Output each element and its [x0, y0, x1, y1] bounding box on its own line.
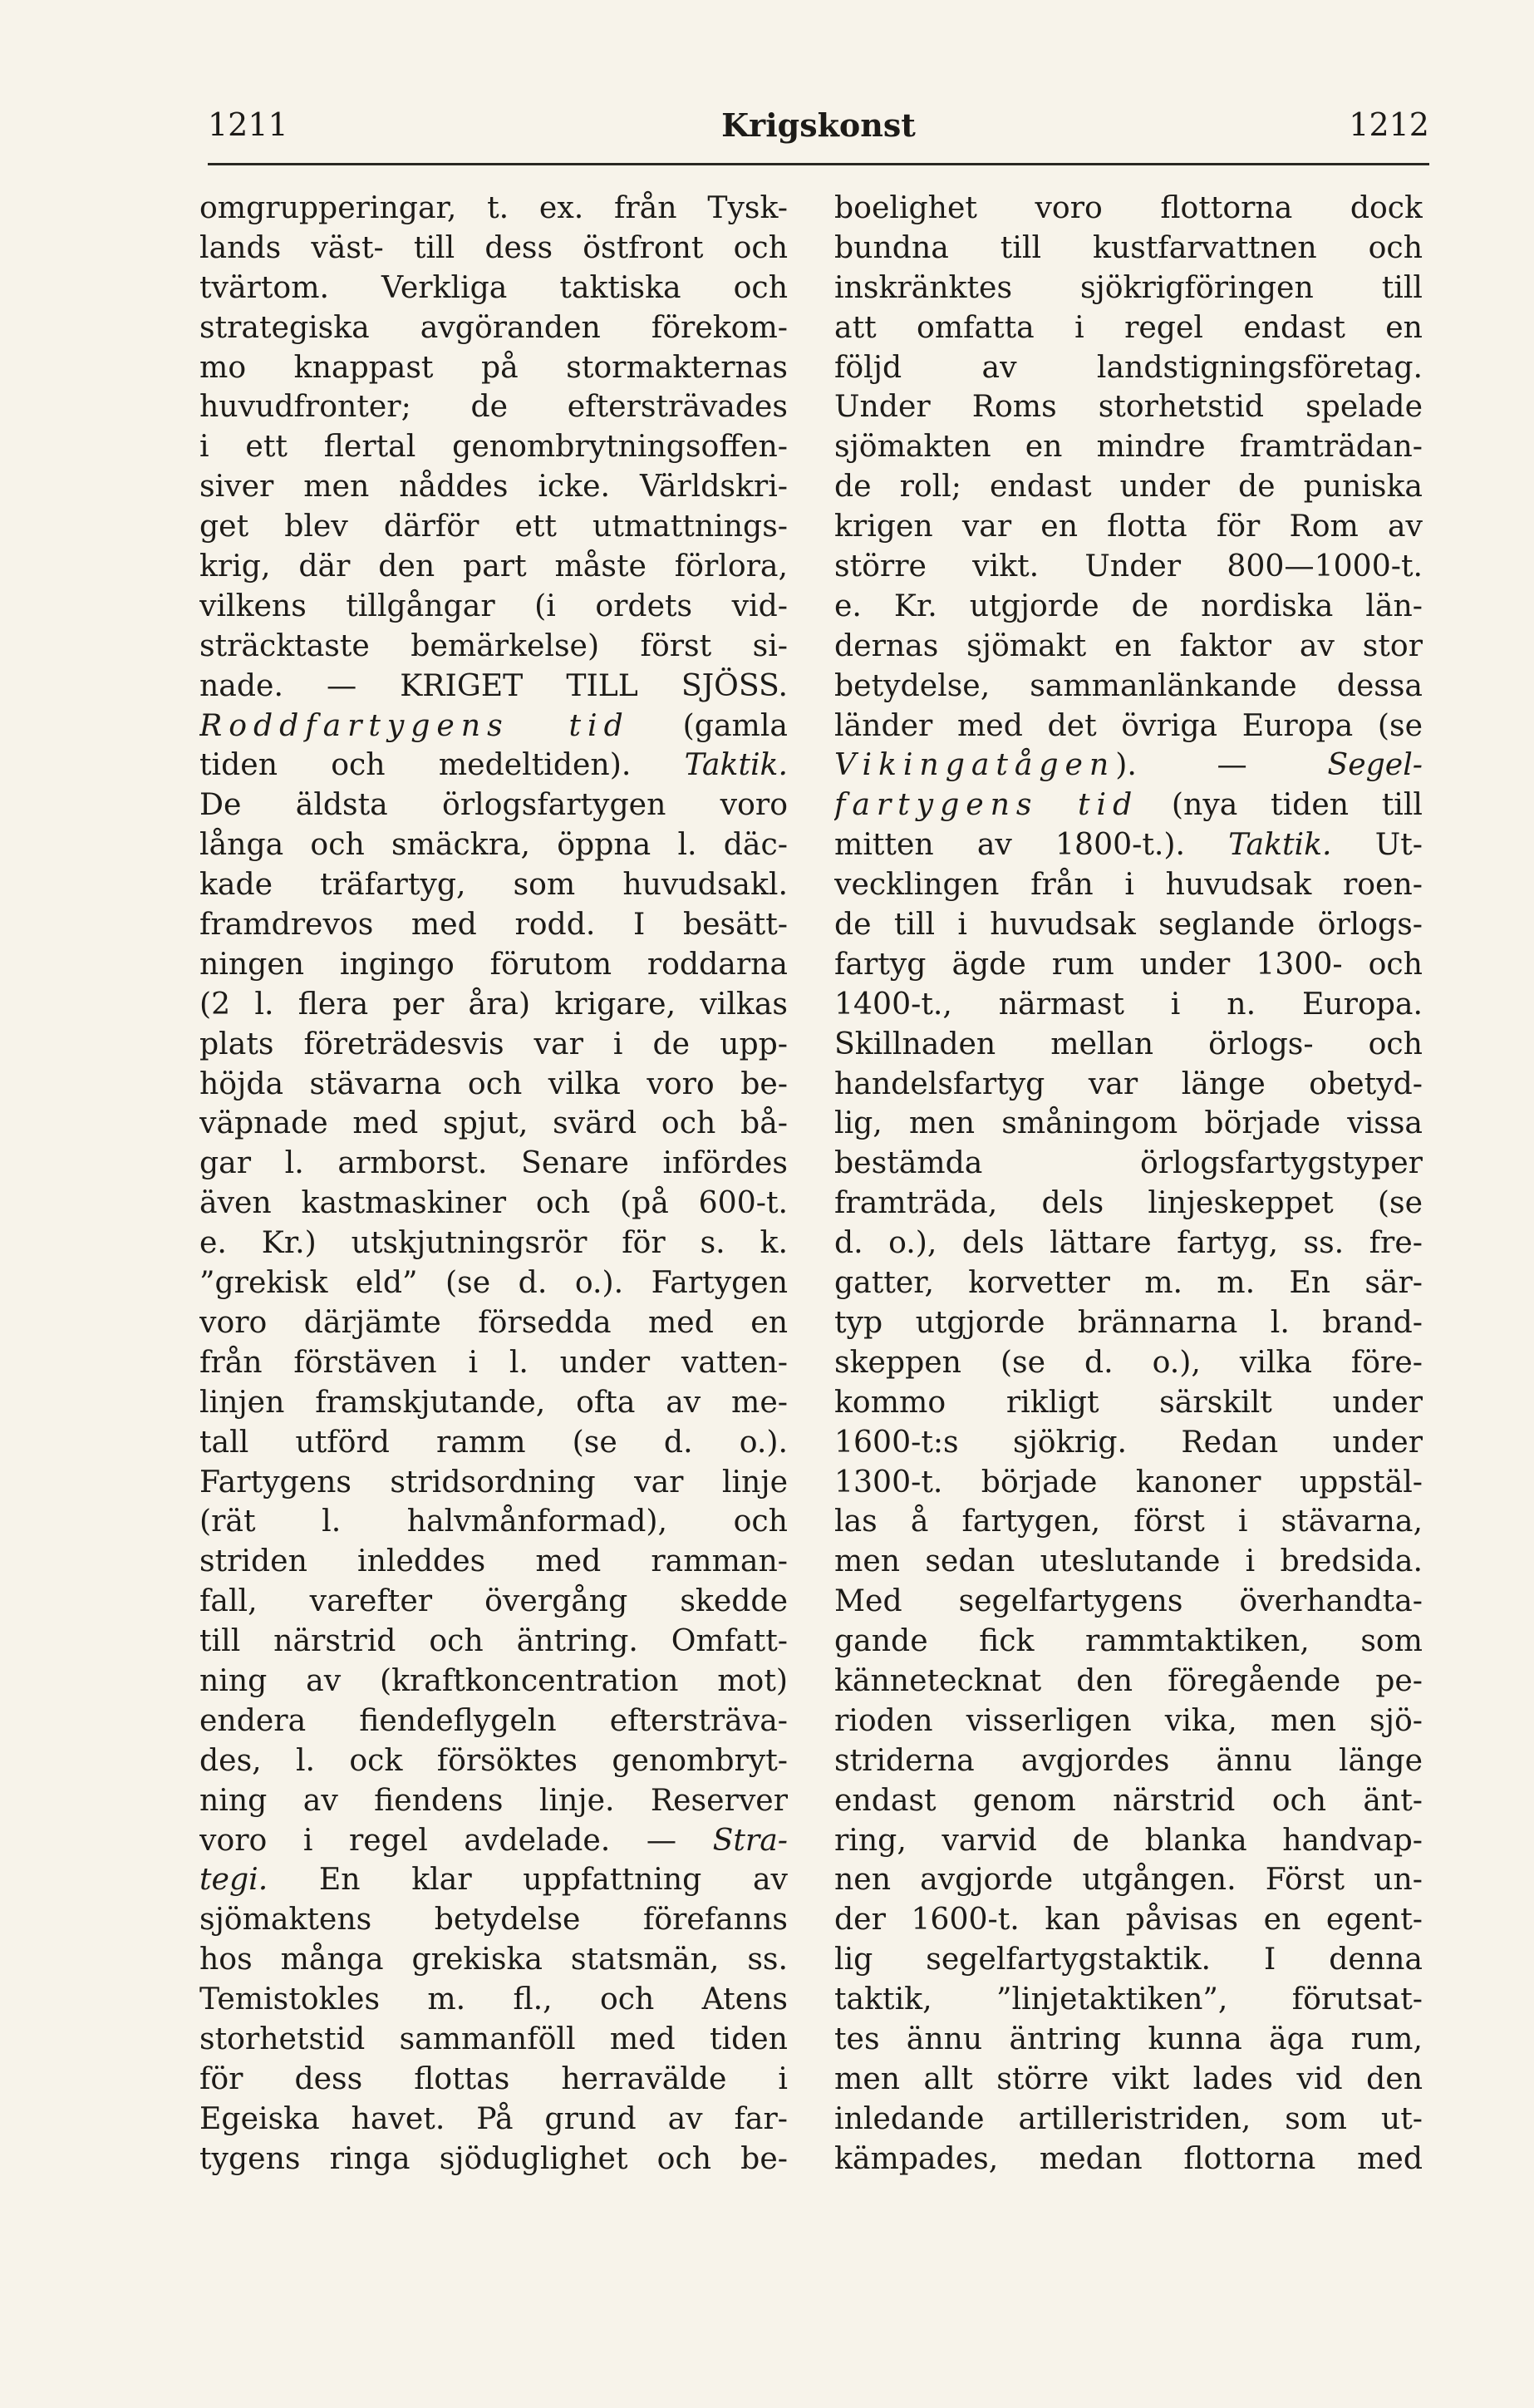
- text-line: [199, 1263, 788, 1302]
- text-segment: krig, där den part måste förlora,: [199, 548, 788, 584]
- text-segment: Taktik.: [1228, 826, 1332, 863]
- text-segment: tvärtom. Verkliga taktiska och: [199, 268, 788, 305]
- text-segment: ). —: [1115, 746, 1328, 783]
- text-line: [199, 228, 788, 268]
- text-segment: lig, men småningom började vissa: [834, 1105, 1423, 1141]
- text-line: [834, 1143, 1423, 1183]
- text-line: [834, 228, 1423, 268]
- text-line: [834, 268, 1423, 308]
- text-segment: tall utförd ramm (se d. o.).: [199, 1423, 788, 1460]
- text-line: [834, 1541, 1423, 1581]
- text-segment: plats företrädesvis var i de upp-: [199, 1025, 788, 1061]
- text-segment: tiden och medeltiden).: [199, 746, 685, 783]
- text-segment: endera fiendeflygeln eftersträva-: [199, 1701, 788, 1738]
- text-segment: siver men nåddes icke. Världskri-: [199, 468, 788, 505]
- text-segment: gande fick rammtaktiken, som: [834, 1623, 1423, 1659]
- text-line: [834, 1183, 1423, 1223]
- text-line: [834, 944, 1423, 984]
- header-rule: [208, 163, 1429, 165]
- text-segment: (2 l. flera per åra) krigare, vilkas: [199, 985, 788, 1022]
- text-line: [199, 1899, 788, 1939]
- text-line: [199, 1024, 788, 1064]
- text-line: [834, 426, 1423, 466]
- left-page-number: 1211: [208, 106, 288, 143]
- text-segment: bundna till kustfarvattnen och: [834, 229, 1423, 265]
- text-line: [834, 1103, 1423, 1143]
- text-line: [199, 2019, 788, 2059]
- text-segment: e. Kr.) utskjutningsrör för s. k.: [199, 1224, 788, 1261]
- text-segment: länder med det övriga Europa (se: [834, 707, 1423, 743]
- text-line: [199, 1342, 788, 1382]
- text-segment: tegi.: [199, 1861, 268, 1898]
- text-segment: huvudfronter; de eftersträvades: [199, 388, 788, 425]
- text-line: [834, 1939, 1423, 1979]
- text-line: [834, 1064, 1423, 1104]
- text-line: [199, 2099, 788, 2139]
- text-line: [199, 347, 788, 387]
- text-segment: men allt större vikt lades vid den: [834, 2060, 1423, 2096]
- text-line: [834, 466, 1423, 506]
- text-segment: De äldsta örlogsfartygen voro: [199, 786, 788, 823]
- text-line: [834, 1024, 1423, 1064]
- text-segment: Taktik.: [684, 746, 788, 783]
- text-segment: der 1600-t. kan påvisas en egent-: [834, 1901, 1423, 1938]
- text-line: [199, 1701, 788, 1741]
- text-segment: tes ännu äntring kunna äga rum,: [834, 2020, 1423, 2056]
- text-segment: mitten av 1800-t.).: [834, 826, 1229, 863]
- text-segment: dernas sjömakt en faktor av stor: [834, 627, 1423, 663]
- text-line: [199, 1103, 788, 1143]
- text-line: [199, 268, 788, 308]
- page-title: Krigskonst: [721, 106, 916, 144]
- text-segment: väpnade med spjut, svärd och bå-: [199, 1105, 788, 1141]
- text-segment: fartygens tid: [834, 786, 1139, 823]
- text-line: [834, 785, 1423, 825]
- text-segment: höjda stävarna och vilka voro be-: [199, 1065, 788, 1101]
- text-segment: kommo rikligt särskilt under: [834, 1383, 1423, 1420]
- text-line: [834, 1621, 1423, 1661]
- text-line: [834, 586, 1423, 626]
- text-line: [834, 1701, 1423, 1741]
- text-segment: till närstrid och äntring. Omfatt-: [199, 1623, 788, 1659]
- text-segment: endast genom närstrid och änt-: [834, 1781, 1423, 1818]
- text-line: [199, 1859, 788, 1899]
- text-line: [834, 1859, 1423, 1899]
- text-line: [199, 1462, 788, 1502]
- text-segment: även kastmaskiner och (på 600-t.: [199, 1184, 788, 1221]
- text-line: [834, 745, 1423, 785]
- text-line: [834, 864, 1423, 904]
- text-line: [199, 785, 788, 825]
- text-line: [199, 1820, 788, 1860]
- text-segment: las å fartygen, först i stävarna,: [834, 1503, 1423, 1539]
- text-segment: framträda, dels linjeskeppet (se: [834, 1184, 1423, 1221]
- text-line: [199, 1541, 788, 1581]
- text-segment: striderna avgjordes ännu länge: [834, 1741, 1423, 1778]
- text-segment: följd av landstigningsföretag.: [834, 348, 1423, 385]
- text-segment: Med segelfartygens överhandta-: [834, 1583, 1423, 1619]
- text-segment: storhetstid sammanföll med tiden: [199, 2020, 788, 2056]
- text-line: [199, 506, 788, 546]
- text-line: [834, 1741, 1423, 1780]
- text-segment: men sedan uteslutande i bredsida.: [834, 1543, 1423, 1579]
- text-line: [834, 2019, 1423, 2059]
- text-segment: taktik, ”linjetaktiken”, förutsat-: [834, 1981, 1423, 2017]
- text-line: [834, 2139, 1423, 2179]
- text-line: [199, 904, 788, 944]
- text-segment: boelighet voro flottorna dock: [834, 190, 1423, 225]
- text-segment: betydelse, sammanlänkande dessa: [834, 667, 1423, 703]
- text-segment: rioden visserligen vika, men sjö-: [834, 1701, 1423, 1738]
- text-segment: ning av fiendens linje. Reserver: [199, 1781, 788, 1818]
- text-line: [834, 1462, 1423, 1502]
- text-line: [834, 1263, 1423, 1302]
- text-line: [199, 1143, 788, 1183]
- text-line: [199, 2139, 788, 2179]
- left-column: [199, 188, 788, 2179]
- text-segment: voro i regel avdelade. —: [199, 1821, 713, 1858]
- text-line: [834, 506, 1423, 546]
- text-segment: fartyg ägde rum under 1300- och: [834, 945, 1423, 982]
- text-segment: för dess flottas herravälde i: [199, 2060, 788, 2096]
- text-segment: omgrupperingar, t. ex. från Tysk-: [199, 190, 788, 225]
- text-segment: framdrevos med rodd. I besätt-: [199, 906, 788, 943]
- text-line: [834, 706, 1423, 746]
- text-line: [834, 1342, 1423, 1382]
- text-line: [834, 2059, 1423, 2099]
- text-line: [199, 1064, 788, 1104]
- text-segment: linjen framskjutande, ofta av me-: [199, 1383, 788, 1420]
- text-segment: långa och smäckra, öppna l. däc-: [199, 826, 788, 863]
- text-segment: ring, varvid de blanka handvap-: [834, 1821, 1423, 1858]
- text-line: [834, 347, 1423, 387]
- text-line: [834, 1780, 1423, 1820]
- text-line: [834, 825, 1423, 864]
- text-segment: från förstäven i l. under vatten-: [199, 1343, 788, 1380]
- text-line: [199, 387, 788, 426]
- text-segment: striden inleddes med ramman-: [199, 1543, 788, 1579]
- text-line: [199, 1382, 788, 1422]
- text-segment: 1300-t. började kanoner uppstäl-: [834, 1463, 1423, 1499]
- text-line: [199, 586, 788, 626]
- text-segment: nen avgjorde utgången. Först un-: [834, 1861, 1423, 1898]
- text-segment: Stra-: [712, 1821, 788, 1858]
- text-line: [834, 546, 1423, 586]
- text-line: [199, 188, 788, 228]
- text-line: [834, 1820, 1423, 1860]
- text-segment: lig segelfartygstaktik. I denna: [834, 1941, 1423, 1977]
- text-segment: skeppen (se d. o.), vilka före-: [834, 1343, 1423, 1380]
- text-segment: vilkens tillgångar (i ordets vid-: [199, 587, 788, 623]
- text-segment: bestämda örlogsfartygstyper: [834, 1145, 1423, 1181]
- text-segment: ningen ingingo förutom roddarna: [199, 945, 788, 982]
- text-segment: Fartygens stridsordning var linje: [199, 1463, 788, 1499]
- text-line: [199, 1302, 788, 1342]
- text-line: [199, 1183, 788, 1223]
- text-segment: Ut-: [1331, 826, 1423, 863]
- text-segment: d. o.), dels lättare fartyg, ss. fre-: [834, 1224, 1423, 1261]
- text-line: [199, 1661, 788, 1701]
- text-line: [199, 1581, 788, 1621]
- text-line: [199, 864, 788, 904]
- text-segment: inskränktes sjökrigföringen till: [834, 268, 1423, 305]
- text-line: [834, 1581, 1423, 1621]
- text-segment: des, l. ock försöktes genombryt-: [199, 1741, 788, 1778]
- text-segment: Vikingatågen: [834, 746, 1116, 783]
- text-segment: gar l. armborst. Senare infördes: [199, 1145, 788, 1181]
- text-line: [199, 1741, 788, 1780]
- text-segment: hos många grekiska statsmän, ss.: [199, 1941, 788, 1977]
- text-segment: ning av (kraftkoncentration mot): [199, 1662, 788, 1698]
- text-line: [199, 1501, 788, 1541]
- text-line: [199, 546, 788, 586]
- text-line: [834, 308, 1423, 347]
- text-segment: 1400-t., närmast i n. Europa.: [834, 985, 1423, 1022]
- text-segment: de roll; endast under de puniska: [834, 468, 1423, 505]
- text-segment: e. Kr. utgjorde de nordiska län-: [834, 587, 1423, 623]
- text-line: [834, 984, 1423, 1024]
- text-segment: voro därjämte försedda med en: [199, 1303, 788, 1340]
- text-line: [834, 1661, 1423, 1701]
- text-segment: strategiska avgöranden förekom-: [199, 308, 788, 345]
- text-segment: (nya tiden till: [1138, 786, 1423, 823]
- text-line: [199, 1422, 788, 1462]
- text-segment: (gamla: [629, 707, 788, 743]
- text-line: [199, 745, 788, 785]
- text-segment: get blev därför ett utmattnings-: [199, 508, 788, 544]
- text-line: [199, 426, 788, 466]
- text-segment: Roddfartygens tid: [199, 707, 630, 743]
- text-segment: att omfatta i regel endast en: [834, 308, 1423, 345]
- running-header: [208, 98, 1429, 148]
- text-segment: fall, varefter övergång skedde: [199, 1583, 788, 1619]
- text-line: [834, 188, 1423, 228]
- text-line: [199, 626, 788, 666]
- text-segment: gatter, korvetter m. m. En sär-: [834, 1264, 1423, 1301]
- text-segment: sjömaktens betydelse förefanns: [199, 1901, 788, 1938]
- text-segment: sjömakten en mindre framträdan-: [834, 428, 1423, 465]
- text-segment: inledande artilleristriden, som ut-: [834, 2100, 1423, 2136]
- text-segment: de till i huvudsak seglande örlogs-: [834, 906, 1423, 943]
- right-page-number: 1212: [1349, 106, 1429, 143]
- text-line: [199, 1621, 788, 1661]
- text-line: [834, 626, 1423, 666]
- text-line: [834, 387, 1423, 426]
- text-line: [199, 984, 788, 1024]
- text-segment: tygens ringa sjöduglighet och be-: [199, 2140, 788, 2176]
- text-segment: Skillnaden mellan örlogs- och: [834, 1025, 1423, 1061]
- text-line: [834, 2099, 1423, 2139]
- text-line: [199, 308, 788, 347]
- text-line: [834, 904, 1423, 944]
- text-line: [834, 1382, 1423, 1422]
- text-line: [834, 1501, 1423, 1541]
- text-segment: större vikt. Under 800—1000-t.: [834, 548, 1423, 584]
- text-segment: Segel-: [1327, 746, 1423, 783]
- text-segment: handelsfartyg var länge obetyd-: [834, 1065, 1423, 1101]
- text-segment: (rät l. halvmånformad), och: [199, 1503, 788, 1539]
- text-line: [834, 1979, 1423, 2019]
- text-line: [199, 1223, 788, 1263]
- text-segment: lands väst- till dess östfront och: [199, 229, 788, 265]
- text-line: [199, 1780, 788, 1820]
- right-column: [834, 188, 1423, 2179]
- text-line: [199, 666, 788, 706]
- text-line: [199, 1939, 788, 1979]
- text-segment: Under Roms storhetstid spelade: [834, 388, 1423, 425]
- text-segment: vecklingen från i huvudsak roen-: [834, 866, 1423, 903]
- text-segment: mo knappast på stormakternas: [199, 348, 788, 385]
- text-line: [834, 1899, 1423, 1939]
- text-segment: krigen var en flotta för Rom av: [834, 508, 1423, 544]
- text-line: [199, 944, 788, 984]
- text-segment: typ utgjorde brännarna l. brand-: [834, 1303, 1423, 1340]
- text-line: [199, 2059, 788, 2099]
- text-line: [834, 1422, 1423, 1462]
- text-line: [199, 706, 788, 746]
- text-segment: Temistokles m. fl., och Atens: [199, 1981, 788, 2017]
- text-segment: kade träfartyg, som huvudsakl.: [199, 866, 788, 903]
- text-line: [834, 666, 1423, 706]
- text-segment: En klar uppfattning av: [268, 1861, 788, 1898]
- text-segment: kännetecknat den föregående pe-: [834, 1662, 1423, 1698]
- text-segment: Egeiska havet. På grund av far-: [199, 2100, 788, 2136]
- text-line: [834, 1223, 1423, 1263]
- text-line: [199, 825, 788, 864]
- text-line: [834, 1302, 1423, 1342]
- text-segment: sträcktaste bemärkelse) först si-: [199, 627, 788, 663]
- text-segment: 1600-t:s sjökrig. Redan under: [834, 1423, 1423, 1460]
- text-segment: i ett flertal genombrytningsoffen-: [199, 428, 788, 465]
- text-line: [199, 466, 788, 506]
- text-segment: ”grekisk eld” (se d. o.). Fartygen: [199, 1264, 788, 1301]
- text-line: [199, 1979, 788, 2019]
- text-segment: kämpades, medan flottorna med: [834, 2140, 1423, 2176]
- text-segment: nade. — KRIGET TILL SJÖSS.: [199, 667, 788, 703]
